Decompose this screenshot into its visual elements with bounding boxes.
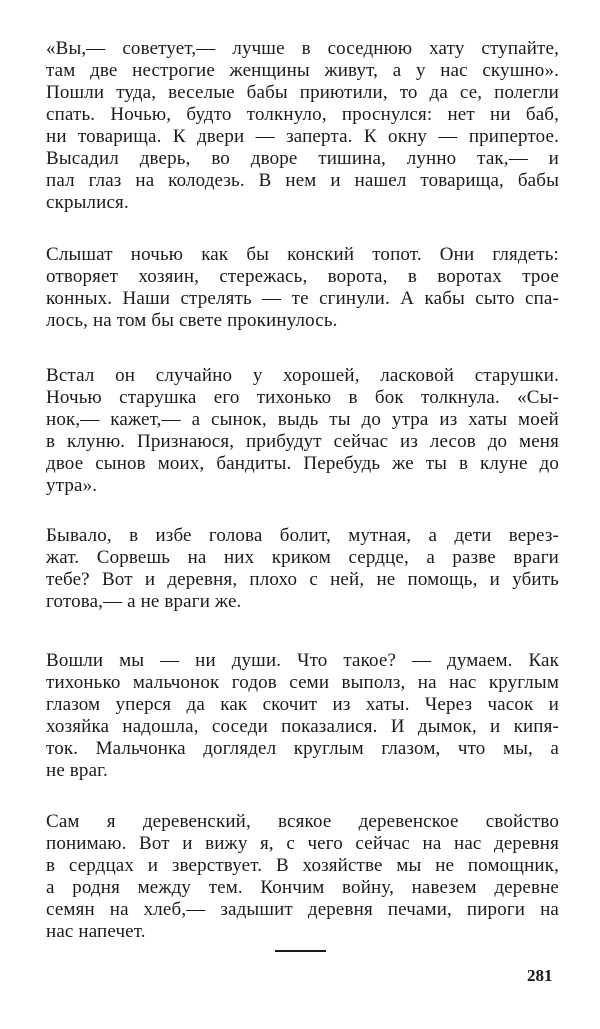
text-line: глазом уперся да как скочит из хаты. Через часок и (46, 694, 559, 715)
text-line: готова,— а не враги же. (46, 591, 242, 612)
text-line: в клуню. Признаюся, прибудут сейчас из лесов до меня (46, 431, 559, 452)
section-divider (275, 950, 326, 952)
paragraph-6 (46, 811, 559, 943)
paragraph-4 (46, 525, 559, 613)
text-line: Сам я деревенский, всякое деревенское свойство (46, 811, 559, 832)
text-line: а родня между тем. Кончим войну, навезем деревне (46, 877, 559, 898)
text-line: Ночью старушка его тихонько в бок толкнула. «Сы- (46, 387, 559, 408)
text-line: лось, на том бы свете прокинулось. (46, 310, 338, 331)
text-line: хозяйка надошла, соседи показалися. И дымок, и кипя- (46, 716, 559, 737)
text-line: Вошли мы — ни души. Что такое? — думаем. Как (46, 650, 559, 671)
text-line: конных. Наши стрелять — те сгинули. А кабы сыто спа- (46, 288, 559, 309)
text-line: пал глаз на колодезь. В нем и нашел товарища, бабы (46, 170, 559, 191)
text-line: Слышат ночью как бы конский топот. Они глядеть: (46, 244, 559, 265)
text-line: отворяет хозяин, стережась, ворота, в воротах трое (46, 266, 559, 287)
text-line: Встал он случайно у хорошей, ласковой старушки. (46, 365, 559, 386)
text-line: Пошли туда, веселые бабы приютили, то да се, полегли (46, 82, 559, 103)
text-line: нок,— кажет,— а сынок, выдь ты до утра из хаты моей (46, 409, 559, 430)
text-line: утра». (46, 475, 98, 496)
text-line: не враг. (46, 760, 108, 781)
page-number: 281 (527, 966, 553, 985)
paragraph-2 (46, 244, 559, 332)
text-line: понимаю. Вот и вижу я, с чего сейчас на нас деревня (46, 833, 559, 854)
text-line: скрылися. (46, 192, 129, 213)
text-line: тихонько мальчонок годов семи выполз, на нас круглым (46, 672, 559, 693)
text-line: тебе? Вот и деревня, плохо с ней, не помощь, и убить (46, 569, 559, 590)
text-line: Бывало, в избе голова болит, мутная, а дети верез- (46, 525, 559, 546)
text-line: там две нестрогие женщины живут, а у нас скушно». (46, 60, 559, 81)
text-line: ни товарища. К двери — заперта. К окну — припертое. (46, 126, 559, 147)
text-line: жат. Сорвешь на них криком сердце, а разве враги (46, 547, 559, 568)
text-line: нас напечет. (46, 921, 146, 942)
paragraph-1 (46, 38, 559, 214)
text-line: семян на хлеб,— задышит деревня печами, пироги на (46, 899, 559, 920)
paragraph-3 (46, 365, 559, 497)
text-line: спать. Ночью, будто толкнуло, проснулся: нет ни баб, (46, 104, 559, 125)
text-line: Высадил дверь, во дворе тишина, лунно так,— и (46, 148, 559, 169)
text-line: двое сынов моих, бандиты. Перебудь же ты в клуне до (46, 453, 559, 474)
text-line: в сердцах и зверствует. В хозяйстве мы не помощник, (46, 855, 559, 876)
paragraph-5 (46, 650, 559, 782)
text-line: «Вы,— советует,— лучше в соседнюю хату ступайте, (46, 38, 559, 59)
text-line: ток. Мальчонка доглядел круглым глазом, что мы, а (46, 738, 559, 759)
